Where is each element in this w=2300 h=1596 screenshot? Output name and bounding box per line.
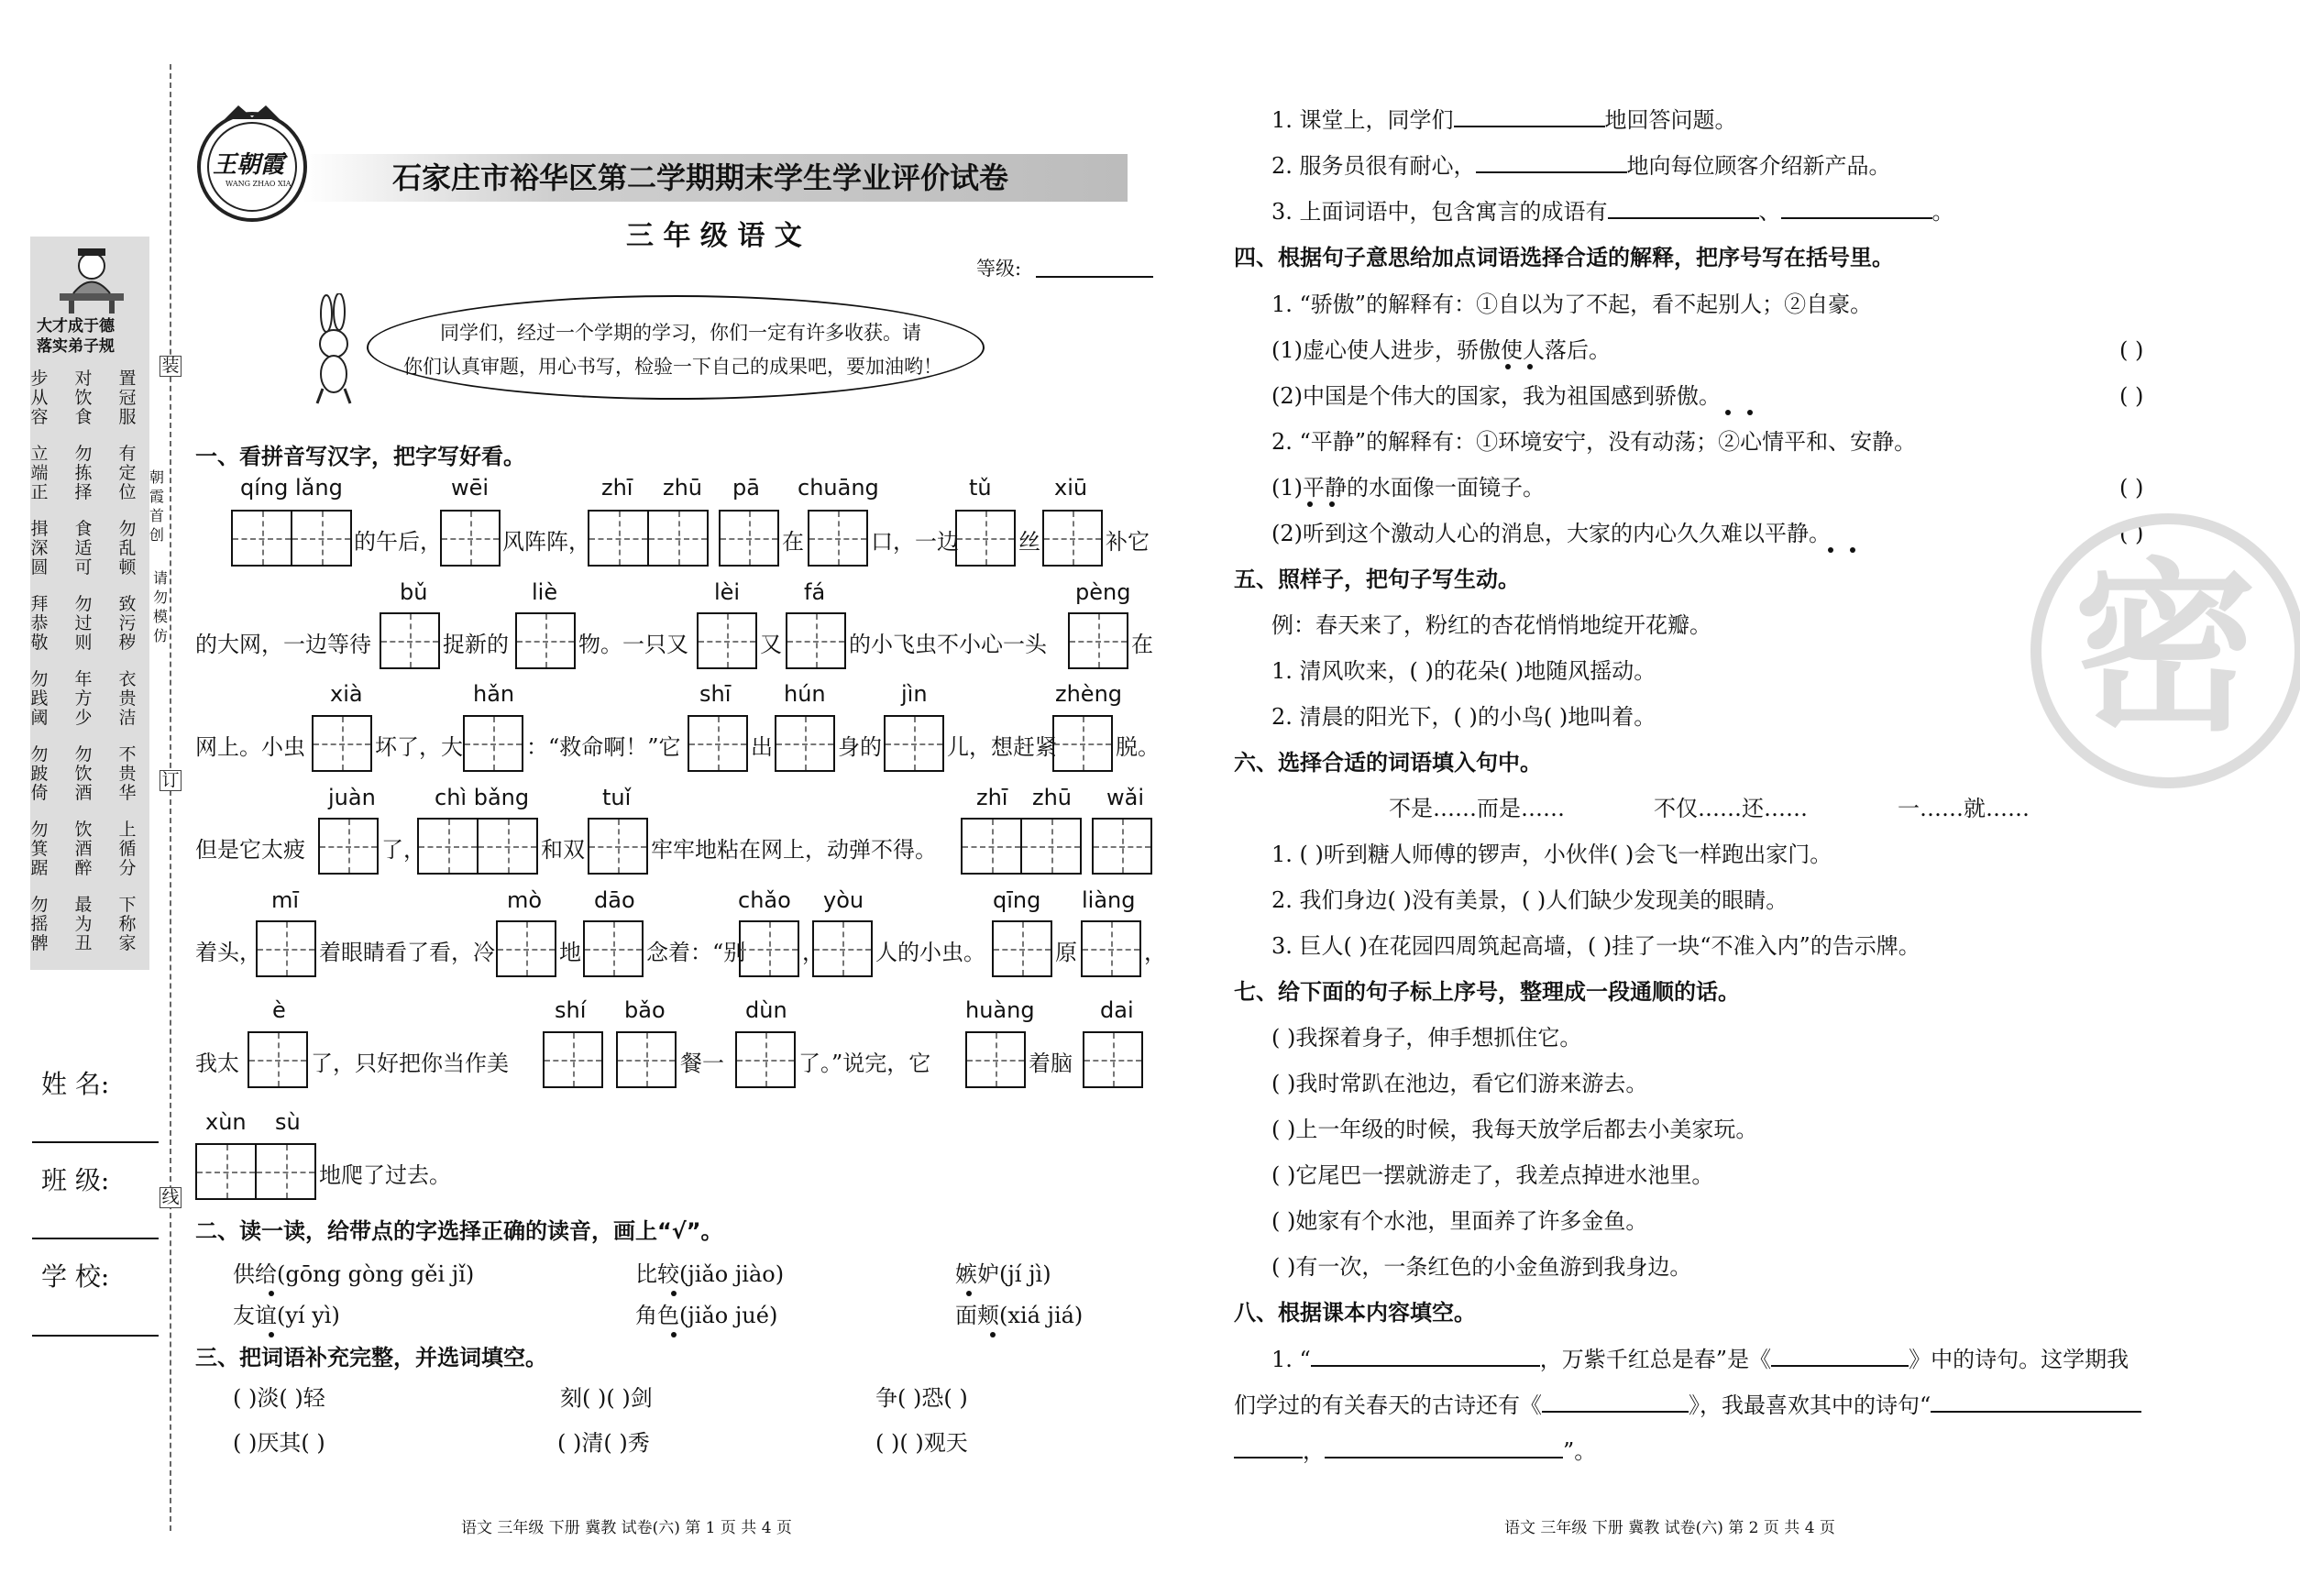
q3-fill-3: 3. 上面词语中，包含寓言的成语有 、 。 — [1271, 199, 1954, 225]
motto-bottom: 落实弟子规 — [37, 337, 115, 356]
q7-item[interactable]: ( )她家有个水池，里面养了许多金鱼。 — [1271, 1208, 1648, 1234]
char-box[interactable] — [955, 510, 1016, 567]
pinyin-xia: xià — [330, 681, 363, 707]
q1-text: ：“救命啊！”它 — [526, 734, 681, 760]
scholar-illustration — [50, 243, 133, 316]
char-box[interactable] — [775, 715, 835, 772]
pinyin-qing2: qīng — [993, 887, 1041, 913]
pinyin-su: sù — [275, 1109, 301, 1135]
q3-idiom[interactable]: 争( )恐( ) — [875, 1385, 968, 1411]
q4-def-1: 1. “骄傲”的解释有：①自以为了不起，看不起别人；②自豪。 — [1271, 292, 1873, 317]
binding-mark-zhuang: 装 — [160, 356, 182, 377]
rule-phrase: 下称家 — [118, 895, 137, 953]
char-box[interactable] — [588, 818, 648, 875]
rabbit-illustration — [303, 293, 367, 408]
pinyin-juan: juàn — [328, 785, 376, 810]
q1-text: 儿，想赶紧 — [947, 734, 1057, 760]
char-box[interactable] — [312, 715, 372, 772]
pinyin-qing-lang: qíng lǎng — [240, 475, 343, 501]
rule-phrase: 勿过则 — [74, 594, 93, 653]
char-box[interactable] — [318, 818, 379, 875]
q1-text: 地 — [559, 940, 581, 965]
blank[interactable] — [1476, 151, 1627, 173]
q4-answer[interactable]: ( ) — [2119, 383, 2144, 409]
blank[interactable] — [1454, 105, 1605, 127]
binding-mark-xian: 线 — [160, 1187, 182, 1208]
q4-title: 四、根据句子意思给加点词语选择合适的解释，把序号写在括号里。 — [1234, 245, 1894, 270]
blank[interactable] — [1311, 1345, 1540, 1367]
q1-text: 捉新的 — [443, 632, 509, 657]
q3-fill-2: 2. 服务员很有耐心， 地向每位顾客介绍新产品。 — [1271, 153, 1891, 179]
char-box[interactable] — [231, 510, 352, 567]
emphasis-dot — [1747, 410, 1753, 415]
binding-note: 朝霞首创 — [149, 468, 164, 544]
q6-sentence[interactable]: 2. 我们身边( )没有美景，( )人们缺少发现美的眼睛。 — [1271, 887, 1788, 913]
char-box[interactable] — [739, 920, 799, 977]
q6-option: 不是……而是…… — [1389, 796, 1565, 821]
char-box[interactable] — [1052, 715, 1113, 772]
emphasis-dot — [1307, 501, 1313, 507]
pinyin-peng: pèng — [1075, 579, 1131, 605]
char-box[interactable] — [256, 920, 316, 977]
class-field[interactable] — [32, 1238, 159, 1239]
q3-idiom[interactable]: ( )清( )秀 — [557, 1430, 650, 1456]
q1-text: 脱。 — [1116, 734, 1160, 760]
rule-phrase: 勿箕踞 — [30, 820, 49, 878]
q1-title: 一、看拼音写汉字，把字写好看。 — [195, 444, 525, 469]
pinyin-han: hǎn — [473, 681, 515, 707]
q1-text: 人的小虫。 — [875, 940, 985, 965]
char-box[interactable] — [735, 1031, 796, 1088]
q3-idiom[interactable]: ( )淡( )轻 — [233, 1385, 325, 1411]
q4-sentence: (1)平静的水面像一面镜子。 — [1271, 475, 1545, 501]
char-box[interactable] — [961, 818, 1082, 875]
q1-text: 着脑 — [1029, 1051, 1073, 1076]
char-box[interactable] — [616, 1031, 677, 1088]
q1-text: 了。”说完，它 — [798, 1051, 931, 1076]
pinyin-dun: dùn — [745, 997, 787, 1023]
q6-title: 六、选择合适的词语填入句中。 — [1234, 750, 1542, 776]
q4-answer[interactable]: ( ) — [2119, 337, 2144, 363]
pinyin-tui: tuǐ — [602, 785, 632, 810]
name-field[interactable] — [32, 1141, 159, 1143]
q8-line-2: 们学过的有关春天的古诗还有《 》，我最喜欢其中的诗句“ — [1234, 1391, 2141, 1419]
blank[interactable] — [1234, 1436, 1303, 1458]
char-box[interactable] — [1083, 1031, 1143, 1088]
char-box[interactable] — [1068, 612, 1128, 669]
char-box[interactable] — [697, 612, 757, 669]
pinyin-hun: hún — [784, 681, 826, 707]
q1-text: 但是它太疲 — [195, 837, 305, 863]
pinyin-you: yòu — [823, 887, 864, 913]
pinyin-dao: dāo — [594, 887, 635, 913]
emphasis-dot — [269, 1291, 274, 1296]
emphasis-dot — [269, 1332, 274, 1337]
binding-line — [170, 64, 171, 1531]
emphasis-dot — [1329, 501, 1335, 507]
emphasis-dot — [1828, 547, 1833, 553]
rule-phrase: 步从容 — [30, 369, 49, 427]
q1-text: 在 — [1131, 632, 1153, 657]
motto-top: 大才成于德 — [37, 317, 115, 336]
q4-answer[interactable]: ( ) — [2119, 475, 2144, 501]
rule-phrase: 不贵华 — [118, 744, 137, 803]
blank[interactable] — [1542, 1391, 1689, 1413]
q7-item[interactable]: ( )有一次，一条红色的小金鱼游到我身边。 — [1271, 1254, 1692, 1280]
pinyin-bao: bǎo — [624, 997, 666, 1023]
q1-text: 身的 — [838, 734, 882, 760]
blank[interactable] — [1325, 1436, 1563, 1458]
footer-page-2: 语文 三年级 下册 冀教 试卷(六) 第 2 页 共 4 页 — [1504, 1519, 1835, 1537]
emphasis-dot — [1725, 410, 1731, 415]
q8-line-3: ， ”。 — [1234, 1436, 1596, 1465]
pinyin-chao: chǎo — [738, 887, 791, 913]
pinyin-huang: huàng — [965, 997, 1035, 1023]
name-label: 姓 名: — [41, 1069, 110, 1099]
q1-text: 牢牢地粘在网上，动弹不得。 — [651, 837, 937, 863]
char-box[interactable] — [248, 1031, 308, 1088]
rule-phrase: 勿乱顿 — [118, 519, 137, 578]
q5-example: 例：春天来了，粉红的杏花悄悄地绽开花瓣。 — [1271, 612, 1711, 638]
pinyin-liang: liàng — [1082, 887, 1136, 913]
q1-text: 的大网，一边等待 — [195, 632, 371, 657]
pinyin-fa: fá — [804, 579, 826, 605]
logo-text: 王朝霞 — [213, 151, 285, 179]
emphasis-dot — [671, 1291, 677, 1296]
pinyin-bu: bǔ — [400, 579, 428, 605]
pinyin-wei: wēi — [451, 475, 490, 501]
char-box[interactable] — [992, 920, 1052, 977]
char-box[interactable] — [417, 818, 538, 875]
pinyin-shi: shī — [699, 681, 732, 707]
char-box[interactable] — [1042, 510, 1103, 567]
pinyin-xun: xùn — [205, 1109, 247, 1135]
char-box[interactable] — [884, 715, 944, 772]
q1-text: 物。一只又 — [578, 632, 688, 657]
q1-text: 出 — [751, 734, 773, 760]
emphasis-dot — [966, 1291, 972, 1296]
q1-text: ， — [802, 940, 824, 965]
q1-text: 和双 — [541, 837, 585, 863]
q4-def-2: 2. “平静”的解释有：①环境安宁，没有动荡；②心情平和、安静。 — [1271, 429, 1917, 455]
q7-title: 七、给下面的句子标上序号，整理成一段通顺的话。 — [1234, 979, 1740, 1005]
blank[interactable] — [1608, 197, 1759, 219]
q6-sentence[interactable]: 1. ( )听到糖人师傅的锣声，小伙伴( )会飞一样跑出家门。 — [1271, 842, 1832, 867]
rule-phrase: 食适可 — [74, 519, 93, 578]
char-box[interactable] — [688, 715, 748, 772]
rule-phrase: 有定位 — [118, 444, 137, 502]
grade-label: 等级: — [976, 258, 1022, 280]
char-box[interactable] — [496, 920, 556, 977]
char-box[interactable] — [812, 920, 873, 977]
q1-text: 丝 — [1018, 529, 1040, 555]
q5-sentence[interactable]: 2. 清晨的阳光下，( )的小鸟( )地叫着。 — [1271, 704, 1656, 730]
char-box[interactable] — [463, 715, 523, 772]
q7-item[interactable]: ( )上一年级的时候，我每天放学后都去小美家玩。 — [1271, 1117, 1758, 1142]
q1-text: 着眼睛看了看，冷 — [319, 940, 495, 965]
blank[interactable] — [1771, 1345, 1909, 1367]
char-box[interactable] — [786, 612, 846, 669]
pinyin-lie: liè — [532, 579, 558, 605]
rule-phrase: 立端正 — [30, 444, 49, 502]
char-box[interactable] — [515, 612, 576, 669]
q4-answer[interactable]: ( ) — [2119, 521, 2144, 546]
rule-phrase: 饮酒醉 — [74, 820, 93, 878]
binding-mark-ding: 订 — [160, 770, 182, 791]
q2-item[interactable]: 比较(jiǎo jiào) — [635, 1261, 785, 1287]
q1-text: 口，一边 — [871, 529, 959, 555]
rule-phrase: 对饮食 — [74, 369, 93, 427]
pinyin-dai: dai — [1100, 997, 1134, 1023]
char-box[interactable] — [808, 510, 868, 567]
q6-option: 不仅……还…… — [1654, 796, 1808, 821]
rule-phrase: 勿跛倚 — [30, 744, 49, 803]
q1-text: 了，只好把你当作美 — [311, 1051, 509, 1076]
emphasis-dot — [671, 1332, 677, 1337]
q1-text: 餐一 — [680, 1051, 724, 1076]
pinyin-chuang: chuāng — [798, 475, 879, 501]
pinyin-xiu: xiū — [1054, 475, 1088, 501]
q8-title: 八、根据课本内容填空。 — [1234, 1300, 1476, 1326]
q4-sentence: (2)中国是个伟大的国家，我为祖国感到骄傲。 — [1271, 383, 1721, 409]
school-label: 学 校: — [41, 1261, 110, 1292]
pinyin-jin: jìn — [901, 681, 928, 707]
rule-phrase: 致污秽 — [118, 594, 137, 653]
rule-phrase: 置冠服 — [118, 369, 137, 427]
blank[interactable] — [1931, 1391, 2141, 1413]
pinyin-zhi2: zhī — [976, 785, 1008, 810]
exam-title: 石家庄市裕华区第二学期期末学生学业评价试卷 — [392, 160, 1009, 195]
char-box[interactable] — [588, 510, 709, 567]
char-box[interactable] — [719, 510, 779, 567]
q1-text: 的小飞虫不小心一头 — [849, 632, 1047, 657]
q1-text: ， — [1144, 940, 1166, 965]
q1-text: 了， — [381, 837, 425, 863]
pinyin-mi: mī — [271, 887, 300, 913]
char-box[interactable] — [380, 612, 440, 669]
q4-sentence: (2)听到这个激动人心的消息，大家的内心久久难以平静。 — [1271, 521, 1831, 546]
footer-page-1: 语文 三年级 下册 冀教 试卷(六) 第 1 页 共 4 页 — [461, 1519, 792, 1537]
q3-title: 三、把词语补充完整，并选词填空。 — [195, 1345, 547, 1370]
q4-sentence: (1)虚心使人进步，骄傲使人落后。 — [1271, 337, 1611, 363]
greeting-line-2: 你们认真审题，用心书写，检验一下自己的成果吧，要加油哟！ — [403, 356, 942, 378]
q1-text: 我太 — [195, 1051, 239, 1076]
rule-phrase: 衣贵洁 — [118, 669, 137, 728]
pinyin-zhu: zhū — [663, 475, 703, 501]
greeting-oval — [367, 295, 985, 400]
pinyin-mo: mò — [507, 887, 543, 913]
pinyin-zhi: zhī — [601, 475, 633, 501]
char-box[interactable] — [543, 1031, 603, 1088]
pinyin-chi-bang: chì bǎng — [435, 785, 530, 810]
q3-fill-1: 1. 课堂上，同学们 地回答问题。 — [1271, 107, 1737, 133]
q3-idiom[interactable]: ( )厌其( ) — [233, 1430, 325, 1456]
q2-title: 二、读一读，给带点的字选择正确的读音，画上“√”。 — [195, 1218, 723, 1244]
pinyin-shi2: shí — [555, 997, 587, 1023]
rule-phrase: 揖深圆 — [30, 519, 49, 578]
q1-text: 补它 — [1106, 529, 1150, 555]
exam-subject: 三 年 级 语 文 — [626, 220, 802, 252]
watermark-char: 密 — [2074, 541, 2258, 756]
q1-text: 风阵阵， — [502, 529, 590, 555]
q1-text: 坏了，大 — [375, 734, 463, 760]
q1-text: 的午后， — [354, 529, 442, 555]
rule-phrase: 上循分 — [118, 820, 137, 878]
rule-phrase: 勿饮酒 — [74, 744, 93, 803]
q2-item[interactable]: 嫉妒(jí jì) — [955, 1261, 1051, 1287]
q6-sentence[interactable]: 3. 巨人( )在花园四周筑起高墙，( )挂了一块“不准入内”的告示牌。 — [1271, 933, 1920, 959]
q1-text: 网上。小虫 — [195, 734, 305, 760]
q1-text: 地爬了过去。 — [319, 1162, 451, 1188]
blank[interactable] — [1781, 197, 1932, 219]
rule-phrase: 拜恭敬 — [30, 594, 49, 653]
pinyin-tu: tǔ — [969, 475, 992, 501]
grade-field[interactable] — [1036, 276, 1153, 278]
char-box[interactable] — [440, 510, 501, 567]
q3-idiom[interactable]: ( )( )观天 — [875, 1430, 968, 1456]
q3-idiom[interactable]: 刻( )( )剑 — [560, 1385, 653, 1411]
class-label: 班 级: — [41, 1165, 110, 1195]
pinyin-zheng: zhèng — [1055, 681, 1123, 707]
char-box[interactable] — [583, 920, 644, 977]
emphasis-dot — [1505, 364, 1511, 369]
emphasis-dot — [990, 1332, 996, 1337]
q5-title: 五、照样子，把句子写生动。 — [1234, 567, 1520, 592]
emphasis-dot — [1850, 547, 1855, 553]
pinyin-zhu2: zhū — [1032, 785, 1073, 810]
q7-item[interactable]: ( )它尾巴一摆就游走了，我差点掉进水池里。 — [1271, 1162, 1714, 1188]
q7-item[interactable]: ( )我时常趴在池边，看它们游来游去。 — [1271, 1071, 1648, 1096]
rule-phrase: 年方少 — [74, 669, 93, 728]
binding-note: 请勿模仿 — [152, 569, 168, 644]
char-box[interactable] — [1081, 920, 1141, 977]
q1-text: 又 — [760, 632, 782, 657]
rule-phrase: 勿践阈 — [30, 669, 49, 728]
q2-item[interactable]: 面颊(xiá jiá) — [955, 1303, 1084, 1328]
q7-item[interactable]: ( )我探着身子，伸手想抓住它。 — [1271, 1025, 1582, 1051]
q1-text: 在 — [782, 529, 804, 555]
school-field[interactable] — [32, 1335, 159, 1337]
char-box[interactable] — [195, 1143, 316, 1200]
greeting-line-1: 同学们，经过一个学期的学习，你们一定有许多收获。请 — [440, 322, 921, 344]
q1-text: 原 — [1055, 940, 1077, 965]
pinyin-lei: lèi — [714, 579, 741, 605]
pinyin-wai: wǎi — [1106, 785, 1145, 810]
emphasis-dot — [1527, 364, 1533, 369]
q8-line-1: 1. “ ，万紫千红总是春”是《 》中的诗句。这学期我 — [1271, 1347, 2129, 1372]
q2-item[interactable]: 供给(gōng gòng gěi jǐ) — [233, 1261, 475, 1287]
pinyin-pa: pā — [732, 475, 760, 501]
q6-option: 一……就…… — [1898, 796, 2030, 821]
char-box[interactable] — [1092, 818, 1152, 875]
char-box[interactable] — [965, 1031, 1026, 1088]
pinyin-e: è — [272, 997, 286, 1023]
q1-text: 念着：“别 — [646, 940, 746, 965]
rule-phrase: 最为丑 — [74, 895, 93, 953]
rule-phrase: 勿摇髀 — [30, 895, 49, 953]
logo-subtext: WANG ZHAO XIA — [226, 180, 292, 188]
q2-item[interactable]: 角色(jiǎo jué) — [635, 1303, 778, 1328]
q5-sentence[interactable]: 1. 清风吹来，( )的花朵( )地随风摇动。 — [1271, 658, 1656, 684]
q2-item[interactable]: 友谊(yí yì) — [233, 1303, 340, 1328]
rule-phrase: 勿拣择 — [74, 444, 93, 502]
q1-text: 着头， — [195, 940, 261, 965]
